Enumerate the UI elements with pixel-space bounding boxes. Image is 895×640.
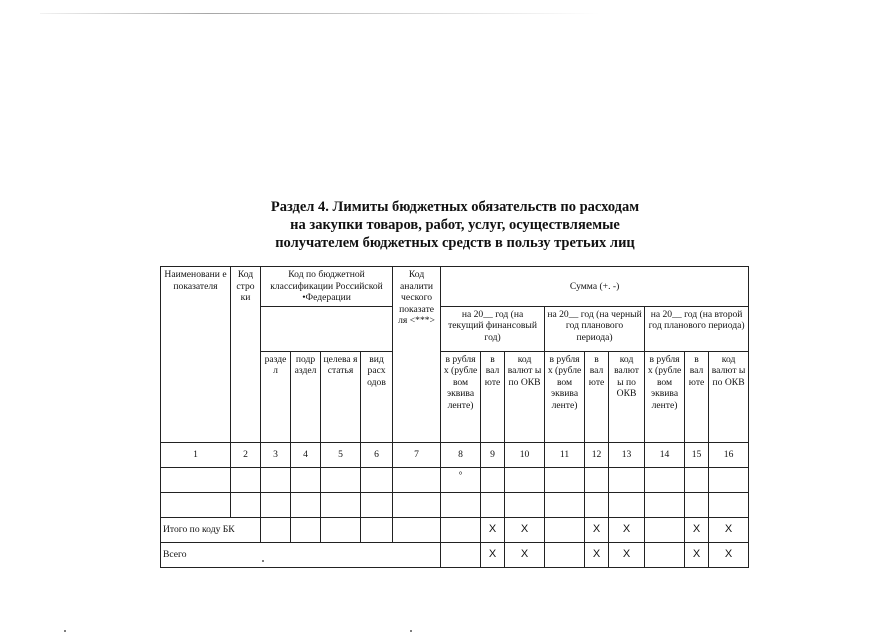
total-bk-label: Итого по коду БК (161, 517, 261, 542)
cell (609, 492, 645, 517)
header-okv: код валют ы по ОКВ (709, 351, 749, 442)
title-line: Раздел 4. Лимиты бюджетных обязательств по расходам (270, 199, 640, 215)
grand-total-label: Всего (161, 542, 441, 567)
cell (161, 492, 231, 517)
cell (361, 517, 393, 542)
header-okv: код валют ы по ОКВ (505, 351, 545, 442)
x-cell: X (709, 517, 749, 542)
x-cell: X (709, 542, 749, 567)
header-rub: в рубля х (рубле вом эквива ленте) (645, 351, 685, 442)
cell (321, 517, 361, 542)
cell (609, 467, 645, 492)
table-row (161, 467, 749, 492)
cell (291, 517, 321, 542)
cell (321, 467, 361, 492)
col-num: 5 (321, 442, 361, 467)
header-rub: в рубля х (рубле вом эквива ленте) (441, 351, 481, 442)
cell (393, 467, 441, 492)
scan-artifact-line (40, 13, 600, 14)
col-num: 3 (261, 442, 291, 467)
cell (709, 467, 749, 492)
col-num: 6 (361, 442, 393, 467)
header-bk-spacer (261, 306, 393, 351)
cell (161, 467, 231, 492)
limits-table (160, 266, 749, 568)
header-period-1: на 20__ год (на текущий финансовый год) (441, 306, 545, 351)
grand-total-row (161, 542, 749, 567)
cell (361, 492, 393, 517)
cell (321, 492, 361, 517)
cell (481, 492, 505, 517)
x-cell: X (609, 517, 645, 542)
title-line: на закупки товаров, работ, услуг, осуществляемые (290, 217, 620, 233)
x-cell: X (685, 517, 709, 542)
header-cur: в вал юте (685, 351, 709, 442)
cell (505, 467, 545, 492)
cell (645, 467, 685, 492)
cell (393, 517, 441, 542)
header-subsection: подр аздел (291, 351, 321, 442)
cell (231, 467, 261, 492)
col-num: 11 (545, 442, 585, 467)
header-code-row: Код стро ки (231, 267, 261, 443)
stray-mark: ° (458, 469, 463, 481)
cell (505, 492, 545, 517)
col-num: 7 (393, 442, 441, 467)
total-bk-row (161, 517, 749, 542)
cell (261, 517, 291, 542)
cell (441, 492, 481, 517)
cell (481, 467, 505, 492)
column-number-row (161, 442, 749, 467)
header-okv: код валют ы по ОКВ (609, 351, 645, 442)
header-cur: в вал юте (585, 351, 609, 442)
header-bk-code: Код по бюджетной классификации Российской •Федерации (261, 267, 393, 307)
col-num: 8 (441, 442, 481, 467)
header-name: Наименовани е показателя (161, 267, 231, 443)
x-cell: X (585, 542, 609, 567)
col-num: 10 (505, 442, 545, 467)
cell (645, 517, 685, 542)
header-sum: Сумма (+. -) (441, 267, 749, 307)
col-num: 15 (685, 442, 709, 467)
title-line: получателем бюджетных средств в пользу третьих лиц (275, 235, 635, 251)
section-title (230, 198, 680, 252)
cell (545, 492, 585, 517)
table-row (161, 492, 749, 517)
cell (685, 492, 709, 517)
header-cur: в вал юте (481, 351, 505, 442)
scan-speck (64, 630, 66, 632)
cell (261, 492, 291, 517)
col-num: 13 (609, 442, 645, 467)
header-analytic: Код аналити ческого показате ля <***> (393, 267, 441, 443)
col-num: 1 (161, 442, 231, 467)
cell (709, 492, 749, 517)
cell (261, 467, 291, 492)
col-num: 16 (709, 442, 749, 467)
cell (441, 542, 481, 567)
header-row (161, 267, 749, 307)
col-num: 2 (231, 442, 261, 467)
col-num: 14 (645, 442, 685, 467)
x-cell: X (505, 517, 545, 542)
header-target: целева я статья (321, 351, 361, 442)
cell (441, 467, 481, 492)
cell (291, 467, 321, 492)
x-cell: X (609, 542, 645, 567)
x-cell: X (481, 542, 505, 567)
cell (291, 492, 321, 517)
x-cell: X (505, 542, 545, 567)
col-num: 9 (481, 442, 505, 467)
header-section: разде л (261, 351, 291, 442)
cell (231, 492, 261, 517)
scan-speck (410, 630, 412, 632)
col-num: 12 (585, 442, 609, 467)
cell (545, 517, 585, 542)
header-rub: в рубля х (рубле вом эквива ленте) (545, 351, 585, 442)
header-period-3: на 20__ год (на второй год планового периода) (645, 306, 749, 351)
header-period-2: на 20__ год (на черный год планового периода) (545, 306, 645, 351)
header-exp-type: вид расх одов (361, 351, 393, 442)
cell (361, 467, 393, 492)
cell (545, 467, 585, 492)
cell (685, 467, 709, 492)
x-cell: X (481, 517, 505, 542)
cell (645, 542, 685, 567)
col-num: 4 (291, 442, 321, 467)
cell (545, 542, 585, 567)
cell (645, 492, 685, 517)
cell (585, 492, 609, 517)
cell (441, 517, 481, 542)
x-cell: X (685, 542, 709, 567)
cell (393, 492, 441, 517)
cell (585, 467, 609, 492)
x-cell: X (585, 517, 609, 542)
